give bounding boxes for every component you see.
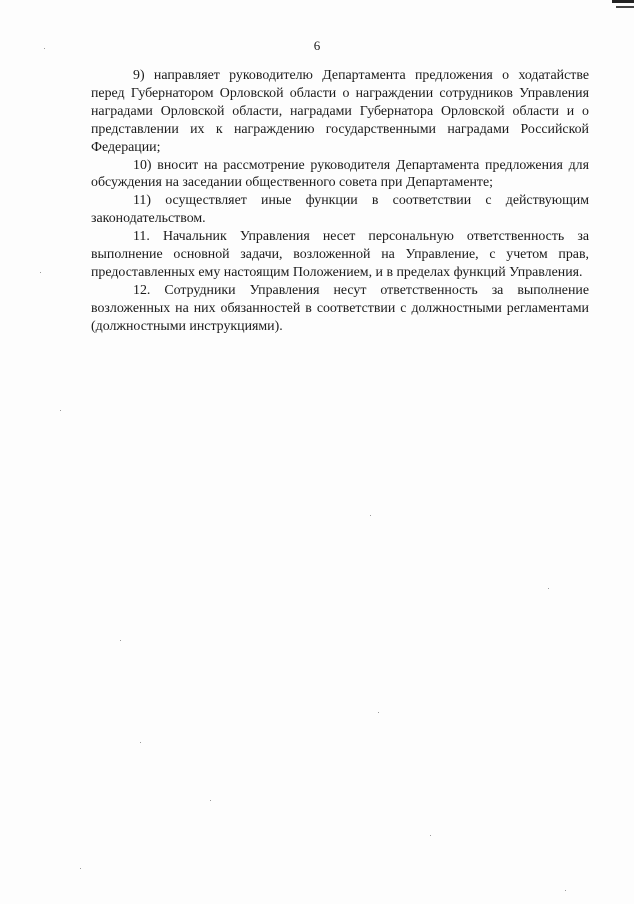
page-number: 6 [313,38,321,53]
scan-speck [370,515,371,516]
scan-edge-mark [612,0,634,3]
paragraph-clause-11: 11. Начальник Управления несет персональную ответственность за выполнение основной задачи, возложенной на Управление, с учетом прав, предоставленных ему настоящим Положением, и в пределах функций Управления. [91,229,589,280]
scan-speck [120,640,121,641]
paragraph-item-9: 9) направляет руководителю Департамента предложения о ходатайстве перед Губернатором Орловской области о награждении сотрудников Управления наградами Орловской области, наградами Губернатора Орловской области и о представлении их к награждению государственными наградами Российской Федерации; [91,68,589,155]
scan-speck [378,712,379,713]
scan-speck [140,742,141,743]
scan-edge-mark-secondary [616,6,634,8]
scan-speck [44,48,45,49]
scan-speck [548,588,549,589]
paragraph-item-11: 11) осуществляет иные функции в соответствии с действующим законодательством. [91,193,589,227]
scan-speck [60,410,61,411]
paragraph-item-10: 10) вносит на рассмотрение руководителя Департамента предложения для обсуждения на заседании общественного совета при Департаменте; [91,157,589,191]
paragraph-clause-12: 12. Сотрудники Управления несут ответственность за выполнение возложенных на них обязанностей в соответствии с должностными регламентами (должностными инструкциями). [91,282,589,334]
scan-speck [80,868,81,869]
scan-speck [40,272,41,273]
scan-speck [430,835,431,836]
document-body [91,67,589,336]
scan-speck [565,890,566,891]
scan-speck [210,800,211,801]
